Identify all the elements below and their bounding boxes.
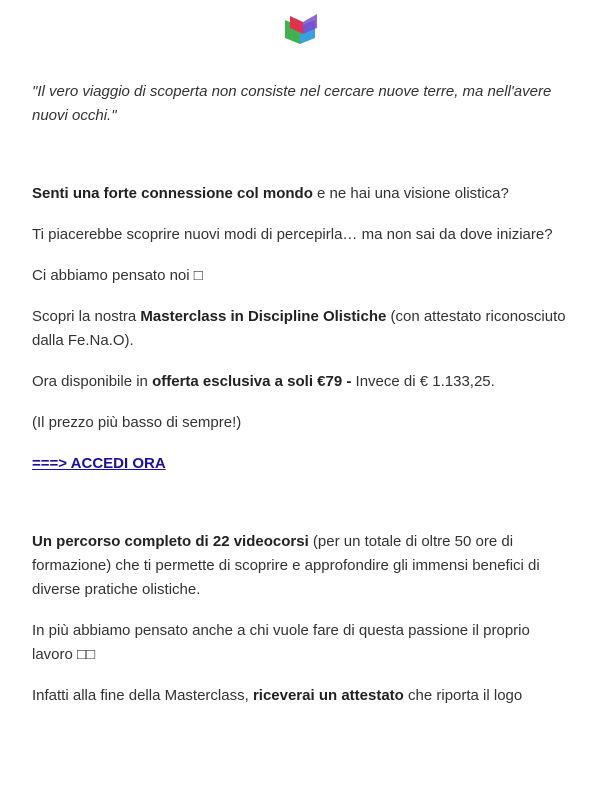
paragraph-price-note: (Il prezzo più basso di sempre!) <box>32 414 242 431</box>
book-logo-icon <box>279 10 321 46</box>
paragraph-course: Un percorso completo di 22 videocorsi (per un totale di oltre 50 ore di formazione) che ti permette di scoprire e approfondire gli immensi benefici di diverse pratiche olistiche. <box>32 533 540 598</box>
paragraph-masterclass: Scopri la nostra Masterclass in Discipline Olistiche (con attestato riconosciuto dalla Fe.Na.O). <box>32 308 566 349</box>
paragraph-offer: Ora disponibile in offerta esclusiva a soli €79 - Invece di € 1.133,25. <box>32 373 495 390</box>
quote: "Il vero viaggio di scoperta non consiste nel cercare nuove terre, ma nell'avere nuovi occhi." <box>32 83 552 124</box>
paragraph-work: In più abbiamo pensato anche a chi vuole fare di questa passione il proprio lavoro □□ <box>32 622 530 663</box>
access-now-link[interactable]: ===> ACCEDI ORA <box>32 455 166 472</box>
paragraph-question: Ti piacerebbe scoprire nuovi modi di percepirla… ma non sai da dove iniziare? <box>32 226 553 243</box>
paragraph-thought: Ci abbiamo pensato noi □ <box>32 267 203 284</box>
email-body <box>32 80 572 725</box>
paragraph-certificate: Infatti alla fine della Masterclass, riceverai un attestato che riporta il logo <box>32 687 523 704</box>
paragraph-connection: Senti una forte connessione col mondo e ne hai una visione olistica? <box>32 185 509 202</box>
